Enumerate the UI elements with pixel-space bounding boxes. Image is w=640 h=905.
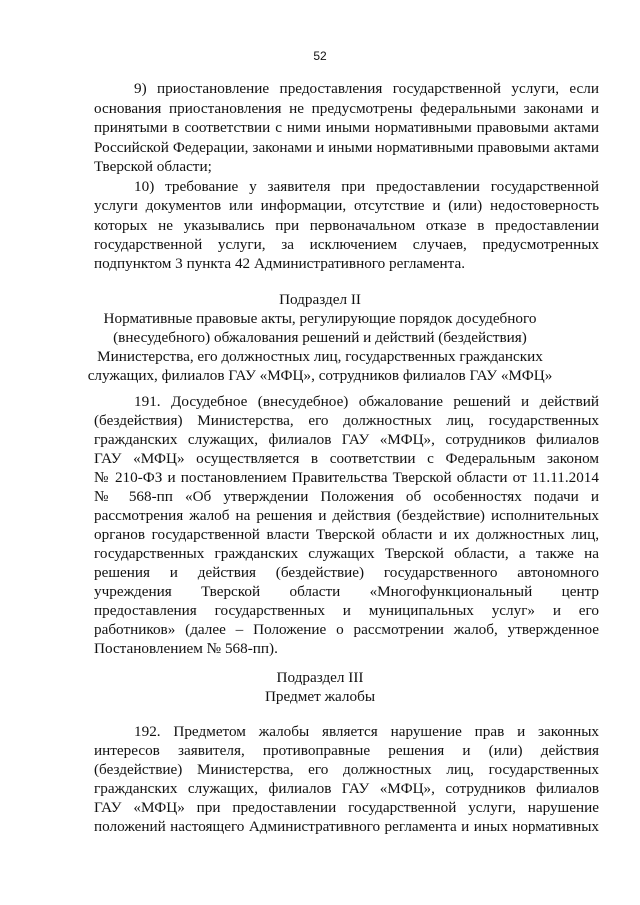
item9-line-4: Российской Федерации, законами и иными нормативными правовыми актами bbox=[94, 139, 599, 156]
para192-line-2: интересов заявителя, противоправные решения и (или) действия bbox=[94, 742, 599, 759]
para191-line-5: № 210-ФЗ и постановлением Правительства Тверской области от 11.11.2014 bbox=[94, 469, 599, 486]
para192-line-1: 192. Предметом жалобы является нарушение прав и законных bbox=[134, 723, 599, 740]
page-number: 52 bbox=[313, 49, 327, 63]
para192-line-6: положений настоящего Административного регламента и иных нормативных bbox=[94, 818, 599, 835]
para191-line-8: органов государственной власти Тверской области и их должностных лиц, bbox=[94, 526, 599, 543]
item10-line-5: подпунктом 3 пункта 42 Административного регламента. bbox=[94, 255, 465, 272]
para191-line-6: № 568-пп «Об утверждении Положения об особенностях подачи и bbox=[94, 488, 599, 505]
item9-line-1: 9) приостановление предоставления государственной услуги, если bbox=[134, 80, 599, 97]
subsection2-title-line-1: Нормативные правовые акты, регулирующие порядок досудебного bbox=[103, 310, 537, 327]
subsection2-title-line-2: (внесудебного) обжалования решений и действий (бездействия) bbox=[113, 329, 527, 346]
para191-line-12: предоставления государственных и муниципальных услуг» и его bbox=[94, 602, 599, 619]
para191-line-11: учреждения Тверской области «Многофункциональный центр bbox=[94, 583, 599, 600]
item10-line-1: 10) требование у заявителя при предоставлении государственной bbox=[134, 178, 599, 195]
subsection2-heading: Подраздел II bbox=[279, 291, 361, 308]
item10-line-3: которых не указывались при первоначальном отказе в предоставлении bbox=[94, 217, 599, 234]
subsection3-title: Предмет жалобы bbox=[264, 688, 376, 705]
para191-line-4: ГАУ «МФЦ» осуществляется в соответствии с Федеральным законом bbox=[94, 450, 599, 467]
para192-line-4: гражданских служащих, филиалов ГАУ «МФЦ», сотрудников филиалов bbox=[94, 780, 599, 797]
item9-line-2: основания приостановления не предусмотрены федеральными законами и bbox=[94, 100, 599, 117]
item9-line-3: принятыми в соответствии с ними иными нормативными правовыми актами bbox=[94, 119, 599, 136]
item9-line-5: Тверской области; bbox=[94, 158, 212, 175]
para191-line-3: гражданских служащих, филиалов ГАУ «МФЦ», сотрудников филиалов bbox=[94, 431, 599, 448]
para192-line-3: (бездействие) Министерства, его должностных лиц, государственных bbox=[94, 761, 599, 778]
para191-line-1: 191. Досудебное (внесудебное) обжалование решений и действий bbox=[134, 393, 599, 410]
para191-line-13: работников» (далее – Положение о рассмотрении жалоб, утвержденное bbox=[94, 621, 599, 638]
item10-line-2: услуги документов или информации, отсутствие и (или) недостоверность bbox=[94, 197, 599, 214]
subsection2-title-line-4: служащих, филиалов ГАУ «МФЦ», сотрудников филиалов ГАУ «МФЦ» bbox=[87, 367, 553, 384]
subsection2-title-line-3: Министерства, его должностных лиц, государственных гражданских bbox=[97, 348, 543, 365]
para192-line-5: ГАУ «МФЦ» при предоставлении государственной услуги, нарушение bbox=[94, 799, 599, 816]
para191-line-9: государственных гражданских служащих Тверской области, а также на bbox=[94, 545, 599, 562]
para191-line-2: (бездействия) Министерства, его должностных лиц, государственных bbox=[94, 412, 599, 429]
para191-line-7: рассмотрения жалоб на решения и действия (бездействие) исполнительных bbox=[94, 507, 599, 524]
subsection3-heading: Подраздел III bbox=[276, 669, 364, 686]
item10-line-4: государственной услуги, за исключением случаев, предусмотренных bbox=[94, 236, 599, 253]
para191-line-10: решения и действия (бездействие) государственного автономного bbox=[94, 564, 599, 581]
para191-line-14: Постановлением № 568-пп). bbox=[94, 640, 278, 657]
